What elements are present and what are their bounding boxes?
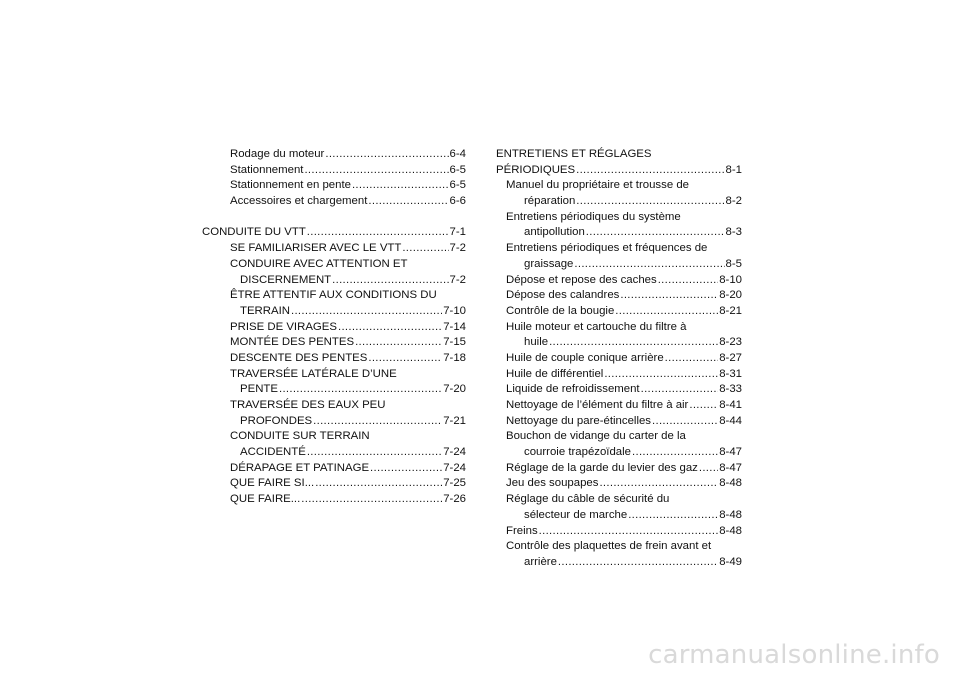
toc-entry[interactable]: [496, 194, 742, 210]
toc-leader-dots: [539, 524, 719, 540]
toc-leader-dots: [338, 320, 442, 336]
toc-page-number: 8-10: [719, 273, 742, 286]
toc-entry-title: graissage: [524, 257, 574, 270]
toc-entry[interactable]: [202, 382, 466, 398]
toc-leader-dots: [632, 445, 718, 461]
toc-entry-title: Entretiens périodiques et fréquences de: [506, 242, 708, 255]
toc-entry-title: courroie trapézoïdale: [524, 446, 632, 459]
toc-page-number: 8-48: [719, 524, 742, 537]
toc-entry[interactable]: [202, 178, 466, 194]
toc-entry-title: Huile de couple conique arrière: [506, 351, 664, 364]
toc-entry[interactable]: [496, 555, 742, 571]
toc-page-number: 8-48: [719, 477, 742, 490]
toc-page-number: 8-27: [719, 351, 742, 364]
toc-entry[interactable]: [202, 163, 466, 179]
toc-page-number: 8-31: [719, 367, 742, 380]
toc-page-number: 8-1: [725, 163, 742, 176]
toc-entry-title: Stationnement: [230, 163, 304, 176]
toc-entry-title: Dépose et repose des caches: [506, 273, 657, 286]
toc-leader-dots: [689, 398, 718, 414]
toc-entry[interactable]: [202, 492, 466, 508]
toc-entry[interactable]: [202, 461, 466, 477]
toc-entry-title: TERRAIN: [240, 304, 290, 317]
toc-leader-dots: [368, 351, 442, 367]
toc-page-number: 7-2: [449, 273, 466, 286]
toc-leader-dots: [604, 367, 718, 383]
toc-entry-title: Réglage de la garde du levier des gaz: [506, 461, 698, 474]
toc-entry[interactable]: [496, 335, 742, 351]
toc-page-number: 7-2: [449, 242, 466, 255]
toc-page-number: 7-15: [443, 336, 466, 349]
toc-leader-dots: [652, 414, 718, 430]
toc-page-number: 6-5: [449, 179, 466, 192]
toc-entry-title: MONTÉE DES PENTES: [230, 336, 355, 349]
toc-entry-title: arrière: [524, 555, 557, 568]
toc-entry-title: Freins: [506, 524, 538, 537]
toc-page-number: 8-49: [719, 555, 742, 568]
toc-page-number: 8-47: [719, 461, 742, 474]
toc-leader-dots: [370, 461, 442, 477]
toc-entry-title: DÉRAPAGE ET PATINAGE: [230, 461, 370, 474]
toc-entry-title: ÊTRE ATTENTIF AUX CONDITIONS DU: [230, 289, 437, 302]
toc-entry[interactable]: [202, 257, 466, 273]
toc-leader-dots: [665, 351, 719, 367]
toc-page-number: 8-33: [719, 383, 742, 396]
toc-entry[interactable]: [202, 320, 466, 336]
toc-leader-dots: [307, 225, 449, 241]
toc-entry[interactable]: [496, 147, 742, 163]
toc-entry[interactable]: [496, 288, 742, 304]
toc-spacer: [202, 210, 466, 226]
toc-entry-title: ENTRETIENS ET RÉGLAGES: [496, 148, 652, 160]
toc-entry[interactable]: [202, 288, 466, 304]
toc-entry[interactable]: [496, 257, 742, 273]
toc-page-number: 7-14: [443, 320, 466, 333]
toc-page-number: 7-24: [443, 446, 466, 459]
toc-page-number: 8-2: [725, 195, 742, 208]
toc-entry-title: Stationnement en pente: [230, 179, 351, 192]
toc-entry[interactable]: [202, 445, 466, 461]
toc-leader-dots: [576, 194, 724, 210]
toc-entry[interactable]: [496, 210, 742, 226]
toc-leader-dots: [315, 476, 442, 492]
toc-page-number: 8-21: [719, 304, 742, 317]
toc-leader-dots: [313, 414, 442, 430]
toc-entry-title: PROFONDES: [240, 414, 313, 427]
toc-entry[interactable]: [496, 414, 742, 430]
toc-leader-dots: [332, 273, 448, 289]
toc-leader-dots: [304, 163, 448, 179]
toc-entry[interactable]: [496, 225, 742, 241]
toc-entry[interactable]: [202, 147, 466, 163]
toc-leader-dots: [586, 225, 725, 241]
toc-entry-title: Accessoires et chargement: [230, 195, 368, 208]
toc-leader-dots: [291, 304, 442, 320]
toc-leader-dots: [620, 288, 718, 304]
toc-page-number: 8-20: [719, 289, 742, 302]
toc-entry[interactable]: [496, 461, 742, 477]
toc-entry-title: antipollution: [524, 226, 585, 239]
toc-leader-dots: [325, 147, 448, 163]
toc-entry[interactable]: [202, 335, 466, 351]
toc-entry-title: PENTE: [240, 383, 278, 396]
toc-entry[interactable]: [202, 398, 466, 414]
toc-entry[interactable]: [496, 178, 742, 194]
toc-leader-dots: [279, 382, 442, 398]
toc-leader-dots: [699, 461, 718, 477]
toc-leader-dots: [641, 382, 719, 398]
toc-page-number: 7-25: [443, 477, 466, 490]
toc-entry-title: Huile de différentiel: [506, 367, 604, 380]
toc-entry[interactable]: [202, 225, 466, 241]
toc-entry-title: QUE FAIRE SI...: [230, 477, 315, 490]
toc-entry-title: Entretiens périodiques du système: [506, 210, 681, 223]
toc-entry[interactable]: [496, 163, 742, 179]
toc-entry[interactable]: [202, 304, 466, 320]
toc-entry[interactable]: [202, 194, 466, 210]
toc-page-number: 7-18: [443, 351, 466, 364]
toc-entry-title: sélecteur de marche: [524, 508, 628, 521]
toc-entry-title: ACCIDENTÉ: [240, 446, 306, 459]
toc-page-number: 6-5: [449, 163, 466, 176]
toc-entry[interactable]: [496, 524, 742, 540]
toc-leader-dots: [615, 304, 718, 320]
toc-entry[interactable]: [496, 273, 742, 289]
toc-entry-title: Contrôle des plaquettes de frein avant et: [506, 540, 712, 553]
toc-entry[interactable]: [202, 367, 466, 383]
toc-leader-dots: [628, 508, 718, 524]
toc-entry-title: Contrôle de la bougie: [506, 304, 615, 317]
toc-entry-title: réparation: [524, 195, 576, 208]
toc-entry-title: Dépose des calandres: [506, 289, 620, 302]
toc-entry-title: Huile moteur et cartouche du filtre à: [506, 320, 687, 333]
toc-page-number: 7-24: [443, 461, 466, 474]
toc-entry[interactable]: [202, 476, 466, 492]
toc-page-number: 7-10: [443, 304, 466, 317]
toc-entry-title: Rodage du moteur: [230, 148, 325, 160]
toc-entry-title: CONDUITE DU VTT: [202, 226, 306, 239]
watermark: carmanualsonline.info: [648, 640, 940, 670]
toc-entry[interactable]: [496, 492, 742, 508]
toc-page-number: 8-44: [719, 414, 742, 427]
toc-entry[interactable]: [496, 367, 742, 383]
toc-entry-title: SE FAMILIARISER AVEC LE VTT: [230, 242, 402, 255]
toc-leader-dots: [402, 241, 448, 257]
toc-entry[interactable]: [202, 351, 466, 367]
toc-leader-dots: [658, 273, 718, 289]
toc-entry-title: PRISE DE VIRAGES: [230, 320, 337, 333]
toc-page-number: 8-47: [719, 446, 742, 459]
toc-page-number: 7-1: [449, 226, 466, 239]
toc-entry-title: Manuel du propriétaire et trousse de: [506, 179, 689, 192]
toc-entry[interactable]: [496, 476, 742, 492]
toc-page-number: 8-23: [719, 336, 742, 349]
toc-entry-title: Liquide de refroidissement: [506, 383, 640, 396]
toc-entry[interactable]: [202, 414, 466, 430]
toc-entry-title: DISCERNEMENT: [240, 273, 332, 286]
toc-entry[interactable]: [496, 320, 742, 336]
toc-page-number: 6-4: [449, 148, 466, 160]
toc-entry[interactable]: [496, 508, 742, 524]
toc-entry-title: QUE FAIRE...: [230, 493, 301, 506]
toc-leader-dots: [558, 555, 718, 571]
toc-entry[interactable]: [496, 304, 742, 320]
toc-leader-dots: [549, 335, 718, 351]
toc-entry-title: PÉRIODIQUES: [496, 163, 576, 176]
toc-page-number: 6-6: [449, 195, 466, 208]
toc-entry[interactable]: [496, 398, 742, 414]
toc-page-number: 7-21: [443, 414, 466, 427]
toc-page-number: 8-3: [725, 226, 742, 239]
toc-entry[interactable]: [202, 429, 466, 445]
toc-right-column: [496, 147, 742, 571]
toc-entry[interactable]: [496, 539, 742, 555]
toc-entry-title: huile: [524, 336, 549, 349]
toc-entry-title: Nettoyage de l’élément du filtre à air: [506, 399, 689, 411]
toc-entry-title: Nettoyage du pare-étincelles: [506, 414, 652, 427]
toc-entry[interactable]: [496, 241, 742, 257]
toc-entry[interactable]: [202, 273, 466, 289]
toc-left-column: [202, 147, 466, 508]
toc-entry[interactable]: [496, 445, 742, 461]
toc-entry[interactable]: [496, 351, 742, 367]
toc-page-number: 7-20: [443, 383, 466, 396]
toc-entry[interactable]: [496, 429, 742, 445]
toc-page-number: 7-26: [443, 493, 466, 506]
toc-entry-title: Jeu des soupapes: [506, 477, 599, 490]
toc-leader-dots: [574, 257, 724, 273]
toc-entry-title: TRAVERSÉE DES EAUX PEU: [230, 399, 386, 411]
toc-leader-dots: [355, 335, 442, 351]
toc-page-number: 8-5: [725, 257, 742, 270]
toc-page-number: 8-48: [719, 508, 742, 521]
toc-leader-dots: [576, 163, 724, 179]
toc-entry-title: Bouchon de vidange du carter de la: [506, 430, 686, 443]
toc-leader-dots: [352, 178, 449, 194]
toc-entry[interactable]: [496, 382, 742, 398]
toc-entry-title: CONDUITE SUR TERRAIN: [230, 430, 370, 443]
toc-entry-title: TRAVERSÉE LATÉRALE D’UNE: [230, 367, 397, 380]
toc-entry-title: Réglage du câble de sécurité du: [506, 493, 670, 506]
toc-leader-dots: [301, 492, 442, 508]
toc-entry-title: DESCENTE DES PENTES: [230, 351, 368, 364]
toc-leader-dots: [307, 445, 442, 461]
toc-leader-dots: [368, 194, 448, 210]
toc-entry[interactable]: [202, 241, 466, 257]
toc-entry-title: CONDUIRE AVEC ATTENTION ET: [230, 257, 408, 270]
toc-page-number: 8-41: [719, 399, 742, 411]
toc-leader-dots: [599, 476, 718, 492]
